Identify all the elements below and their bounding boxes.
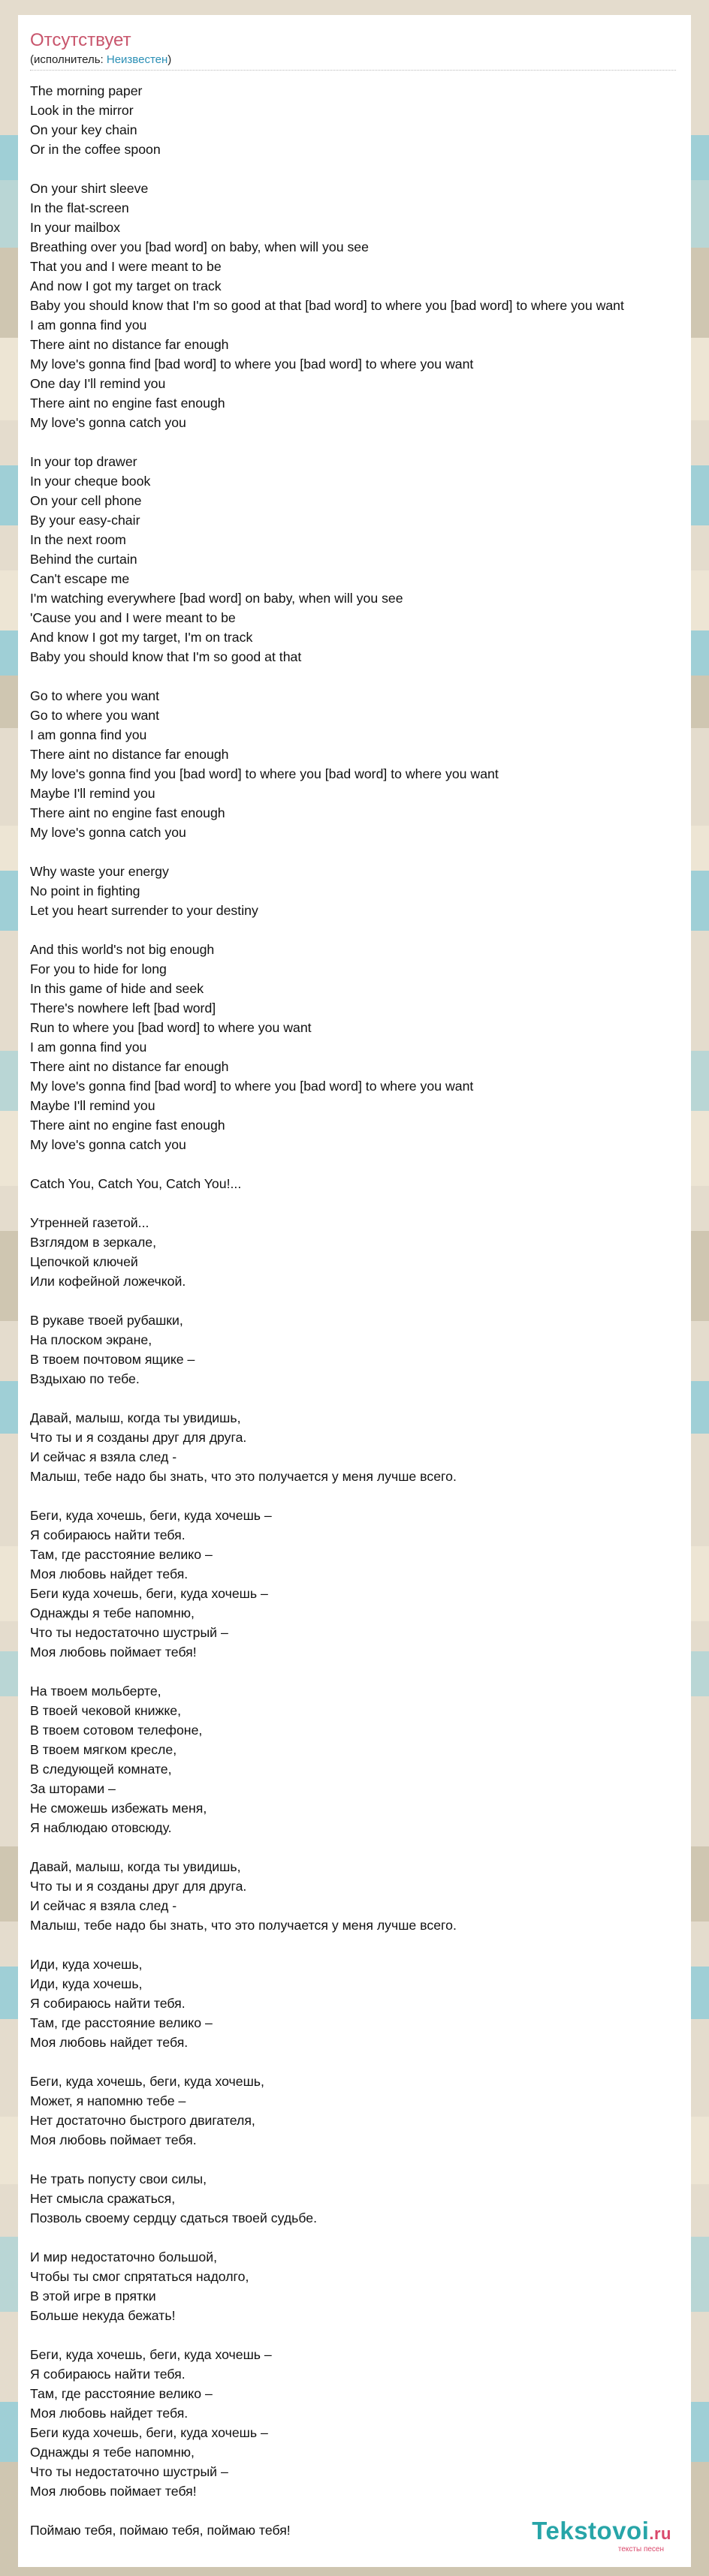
stanza — [30, 452, 691, 667]
lyric-line: Малыш, тебе надо бы знать, что это получается у меня лучше всего. — [30, 1469, 457, 1484]
lyric-line: My love's gonna catch you — [30, 415, 186, 430]
stanza — [30, 1955, 691, 2052]
lyric-line: Беги, куда хочешь, беги, куда хочешь, — [30, 2074, 264, 2089]
lyric-line: Давай, малыш, когда ты увидишь, — [30, 1859, 241, 1874]
lyric-line: I am gonna find you — [30, 1040, 147, 1055]
lyric-line: И сейчас я взяла след - — [30, 1898, 177, 1913]
lyrics-card — [18, 15, 691, 2567]
lyric-line: I am gonna find you — [30, 317, 147, 333]
lyric-line: My love's gonna find you [bad word] to where you [bad word] to where you want — [30, 766, 499, 781]
lyric-line: В следующей комнате, — [30, 1762, 172, 1777]
lyric-line: Иди, куда хочешь, — [30, 1976, 143, 1991]
lyric-line: Look in the mirror — [30, 103, 134, 118]
lyric-line: In your cheque book — [30, 474, 151, 489]
lyric-line: For you to hide for long — [30, 961, 167, 977]
stanza — [30, 862, 691, 920]
lyric-line: And know I got my target, I'm on track — [30, 630, 253, 645]
lyric-line: Моя любовь поймает тебя. — [30, 2132, 197, 2147]
lyric-line: Однажды я тебе напомню, — [30, 2445, 195, 2460]
lyric-line: Не трать попусту свои силы, — [30, 2171, 207, 2186]
lyric-line: Нет смысла сражаться, — [30, 2191, 176, 2206]
lyric-line: Что ты недостаточно шустрый – — [30, 1625, 228, 1640]
stanza — [30, 1311, 691, 1389]
lyric-line: Go to where you want — [30, 708, 160, 723]
lyric-line: В этой игре в прятки — [30, 2289, 156, 2304]
stanza — [30, 1681, 691, 1837]
lyric-line: Беги, куда хочешь, беги, куда хочешь – — [30, 2347, 272, 2362]
stanza — [30, 2247, 691, 2325]
lyric-line: Не сможешь избежать меня, — [30, 1801, 207, 1816]
lyric-line: On your shirt sleeve — [30, 181, 149, 196]
lyric-line: Беги куда хочешь, беги, куда хочешь – — [30, 2425, 268, 2440]
lyric-line: В твоем сотовом телефоне, — [30, 1723, 203, 1738]
lyric-line: There's nowhere left [bad word] — [30, 1001, 216, 1016]
lyric-line: Can't escape me — [30, 571, 130, 586]
lyric-line: One day I'll remind you — [30, 376, 166, 391]
lyric-line: My love's gonna catch you — [30, 825, 186, 840]
lyric-line: На твоем мольберте, — [30, 1684, 161, 1699]
lyric-line: Больше некуда бежать! — [30, 2308, 176, 2323]
stanza — [30, 81, 691, 159]
logo-name: Tekstovoi — [532, 2517, 650, 2544]
site-logo[interactable] — [532, 2518, 671, 2553]
lyric-line: And now I got my target on track — [30, 278, 222, 293]
stanza — [30, 1213, 691, 1291]
lyric-line: On your key chain — [30, 122, 137, 137]
lyric-line: There aint no engine fast enough — [30, 396, 225, 411]
lyric-line: Иди, куда хочешь, — [30, 1957, 143, 1972]
lyric-line: Там, где расстояние велико – — [30, 2015, 213, 2030]
lyric-line: My love's gonna find [bad word] to where you [bad word] to where you want — [30, 357, 474, 372]
stanza — [30, 2345, 691, 2501]
lyric-line: On your cell phone — [30, 493, 142, 508]
lyric-line: And this world's not big enough — [30, 942, 215, 957]
lyric-line: Давай, малыш, когда ты увидишь, — [30, 1410, 241, 1425]
lyric-line: Может, я напомню тебе – — [30, 2093, 186, 2108]
lyric-line: Нет достаточно быстрого двигателя, — [30, 2113, 255, 2128]
lyric-line: Поймаю тебя, поймаю тебя, поймаю тебя! — [30, 2523, 291, 2538]
lyric-line: Catch You, Catch You, Catch You!... — [30, 1176, 242, 1191]
lyric-line: Baby you should know that I'm so good at that [bad word] to where you [bad word] to where you want — [30, 298, 624, 313]
lyric-line: В твоем мягком кресле, — [30, 1742, 177, 1757]
logo-tagline: тексты песен — [617, 2545, 664, 2553]
lyric-line: И мир недостаточно большой, — [30, 2249, 218, 2265]
lyric-line: Моя любовь найдет тебя. — [30, 2406, 189, 2421]
lyric-line: Цепочкой ключей — [30, 1254, 138, 1269]
lyric-line: Я собираюсь найти тебя. — [30, 1996, 186, 2011]
lyric-line: Однажды я тебе напомню, — [30, 1605, 195, 1621]
lyric-line: И сейчас я взяла след - — [30, 1449, 177, 1464]
lyric-line: В твоем почтовом ящике – — [30, 1352, 195, 1367]
lyric-line: Я собираюсь найти тебя. — [30, 2367, 186, 2382]
lyric-line: В твоей чековой книжке, — [30, 1703, 182, 1718]
lyric-line: Беги, куда хочешь, беги, куда хочешь – — [30, 1508, 272, 1523]
song-title: Отсутствует — [30, 30, 131, 50]
lyric-line: Вздыхаю по тебе. — [30, 1371, 140, 1386]
lyric-line: Or in the coffee spoon — [30, 142, 161, 157]
lyric-line: My love's gonna catch you — [30, 1137, 186, 1152]
lyric-line: By your easy-chair — [30, 513, 140, 528]
stanza — [30, 1506, 691, 1662]
lyric-line: There aint no engine fast enough — [30, 1118, 225, 1133]
lyric-line: Let you heart surrender to your destiny — [30, 903, 258, 918]
lyric-line: Там, где расстояние велико – — [30, 1547, 213, 1562]
lyric-line: Чтобы ты смог спрятаться надолго, — [30, 2269, 249, 2284]
lyric-line: In the flat-screen — [30, 200, 129, 215]
lyric-line: За шторами – — [30, 1781, 116, 1796]
lyric-line: The morning paper — [30, 83, 143, 98]
lyric-line: Maybe I'll remind you — [30, 786, 155, 801]
lyric-line: Go to where you want — [30, 688, 160, 703]
lyric-line: В рукаве твоей рубашки, — [30, 1313, 183, 1328]
lyric-line: That you and I were meant to be — [30, 259, 222, 274]
lyric-line: Behind the curtain — [30, 552, 137, 567]
lyric-line: In your top drawer — [30, 454, 137, 469]
lyric-line: There aint no distance far enough — [30, 337, 229, 352]
stanza — [30, 2072, 691, 2150]
lyric-line: Breathing over you [bad word] on baby, when will you see — [30, 239, 369, 254]
stanza — [30, 1857, 691, 1935]
lyric-line: Позволь своему сердцу сдаться твоей судьбе. — [30, 2210, 318, 2225]
lyric-line: Моя любовь поймает тебя! — [30, 2484, 197, 2499]
lyric-line: Беги куда хочешь, беги, куда хочешь – — [30, 1586, 268, 1601]
lyric-line: In your mailbox — [30, 220, 120, 235]
lyric-line: Там, где расстояние велико – — [30, 2386, 213, 2401]
lyric-line: Взглядом в зеркале, — [30, 1235, 157, 1250]
lyric-line: Моя любовь найдет тебя. — [30, 1566, 189, 1581]
lyric-line: Run to where you [bad word] to where you want — [30, 1020, 312, 1035]
byline-suffix: ) — [167, 53, 172, 66]
stanza — [30, 2169, 691, 2228]
lyric-line: There aint no engine fast enough — [30, 805, 225, 820]
lyric-line: Что ты и я созданы друг для друга. — [30, 1879, 247, 1894]
lyric-line: Малыш, тебе надо бы знать, что это получается у меня лучше всего. — [30, 1918, 457, 1933]
artist-byline — [30, 53, 676, 71]
stanza — [30, 686, 691, 842]
lyric-line: Baby you should know that I'm so good at that — [30, 649, 302, 664]
artist-link[interactable]: Неизвестен — [106, 53, 168, 66]
lyric-line: Утренней газетой... — [30, 1215, 149, 1230]
lyric-line: Why waste your energy — [30, 864, 169, 879]
lyric-line: Или кофейной ложечкой. — [30, 1274, 186, 1289]
lyric-line: I'm watching everywhere [bad word] on baby, when will you see — [30, 591, 403, 606]
lyric-line: No point in fighting — [30, 883, 140, 898]
logo-wordmark — [532, 2518, 671, 2547]
lyric-line: 'Cause you and I were meant to be — [30, 610, 236, 625]
lyric-line: I am gonna find you — [30, 727, 147, 742]
stanza — [30, 179, 691, 432]
byline-prefix: (исполнитель: — [30, 53, 107, 66]
lyric-line: Я собираюсь найти тебя. — [30, 1527, 186, 1542]
lyric-line: Я наблюдаю отовсюду. — [30, 1820, 172, 1835]
lyric-line: Maybe I'll remind you — [30, 1098, 155, 1113]
lyric-line: Что ты недостаточно шустрый – — [30, 2464, 228, 2479]
stanza — [30, 1408, 691, 1486]
lyric-line: My love's gonna find [bad word] to where you [bad word] to where you want — [30, 1079, 474, 1094]
lyric-line: There aint no distance far enough — [30, 1059, 229, 1074]
lyric-line: Моя любовь найдет тебя. — [30, 2035, 189, 2050]
lyric-line: In this game of hide and seek — [30, 981, 204, 996]
lyric-line: Моя любовь поймает тебя! — [30, 1645, 197, 1660]
lyric-line: Что ты и я созданы друг для друга. — [30, 1430, 247, 1445]
lyric-line: In the next room — [30, 532, 126, 547]
logo-tld: .ru — [649, 2524, 671, 2543]
lyrics-text — [30, 81, 691, 2540]
lyric-line: There aint no distance far enough — [30, 747, 229, 762]
stanza — [30, 1174, 691, 1193]
lyric-line: На плоском экране, — [30, 1332, 152, 1347]
stanza — [30, 940, 691, 1154]
